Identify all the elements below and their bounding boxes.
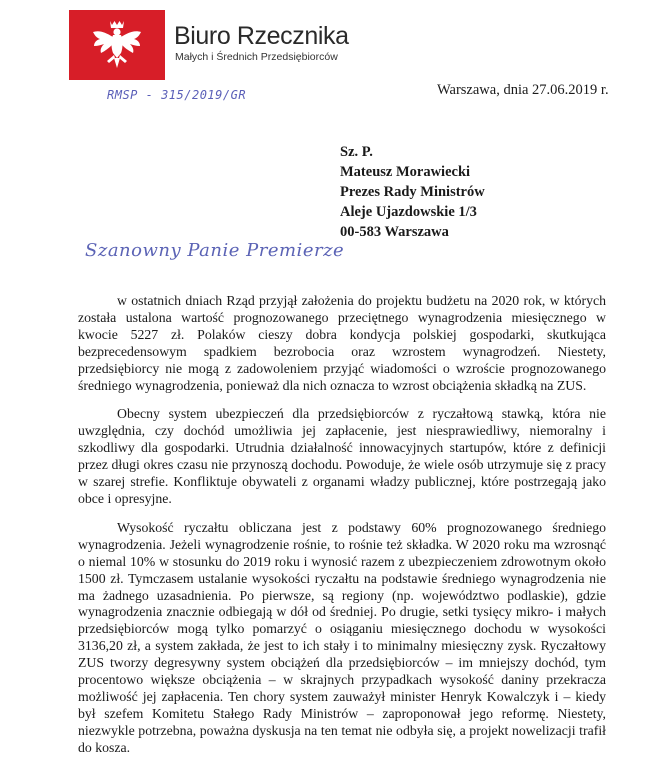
addressee-title: Sz. P.	[340, 144, 373, 160]
org-subtitle: Małych i Średnich Przedsiębiorców	[175, 51, 338, 63]
body-paragraph-1: w ostatnich dniach Rząd przyjął założenia do projektu budżetu na 2020 rok, w których została ustalona wartość prognozowanego przeciętnego wynagrodzenia miesięcznego w kwocie 5227 zł. Polaków cieszy dobra kondycja polskiej gospodarki, skutkująca bezprecedensowym spadkiem bezrobocia oraz wzrostem wynagrodzeń. Niestety, przedsiębiorcy nie mogą z zadowoleniem przyjąć wiadomości o wzroście prognozowanego średniego wynagrodzenia, ponieważ dla nich oznacza to wzrost obciążenia składką na ZUS.	[78, 293, 606, 393]
white-eagle-icon	[69, 10, 165, 80]
logo	[69, 10, 165, 80]
case-number-stamp: RMSP - 315/2019/GR	[107, 88, 247, 102]
handwritten-salutation: Szanowny Panie Premierze	[85, 240, 345, 261]
body-paragraph-2: Obecny system ubezpieczeń dla przedsiębiorców z ryczałtową stawką, która nie uwzględnia, czy dochód umożliwia jej zapłacenie, jest niesprawiedliwy, niemoralny i szkodliwy dla gospodarki. Utrudnia działalność innowacyjnych startupów, które z definicji przez długi okres czasu nie przynoszą dochodu. Powoduje, że wiele osób utrzymuje się z pracy w szarej strefie. Konfliktuje obywateli z organami władzy publicznej, które postrzegają jako obce i opresyjne.	[78, 406, 606, 506]
addressee-position: Prezes Rady Ministrów	[340, 184, 485, 200]
addressee-name: Mateusz Morawiecki	[340, 164, 471, 180]
addressee-street: Aleje Ujazdowskie 1/3	[340, 204, 477, 220]
org-name: Biuro Rzecznika	[174, 22, 349, 50]
addressee-city: 00-583 Warszawa	[340, 224, 449, 240]
place-date: Warszawa, dnia 27.06.2019 r.	[437, 82, 609, 98]
addressee-block	[340, 142, 485, 242]
letter-body	[78, 293, 606, 769]
body-paragraph-3: Wysokość ryczałtu obliczana jest z podstawy 60% prognozowanego średniego wynagrodzenia. Jeżeli wynagrodzenie rośnie, to rośnie też składka. W 2020 roku ma wzrosnąć o niemal 10% w stosunku do 2019 roku i wynosić razem z ubezpieczeniem zdrowotnym około 1500 zł. Tymczasem ustalanie wysokości ryczałtu na podstawie średniego wynagrodzenia nie ma żadnego uzasadnienia. Po pierwsze, są regiony (np. województwo podlaskie), gdzie wynagrodzenia znacznie odbiegają w dół od średniej. Po drugie, setki tysięcy mikro- i małych przedsiębiorców mogą tylko pomarzyć o osiąganiu miesięcznego dochodu w wysokości 3136,20 zł, a system zakłada, że jest to ich stały i to minimalny miesięczny zysk. Ryczałtowy ZUS tworzy degresywny system obciążeń dla przedsiębiorców – im mniejszy dochód, tym procentowo większe obciążenia – w skrajnych przypadkach wysokość daniny przekracza możliwość jej zapłacenia. Ten chory system zauważył minister Henryk Kowalczyk i – kiedy był szefem Komitetu Stałego Rady Ministrów – zaproponował jego reformę. Niestety, niezwykle potrzebna, poważna dyskusja na ten temat nie odbyła się, a projekt nowelizacji trafił do kosza.	[78, 519, 606, 755]
